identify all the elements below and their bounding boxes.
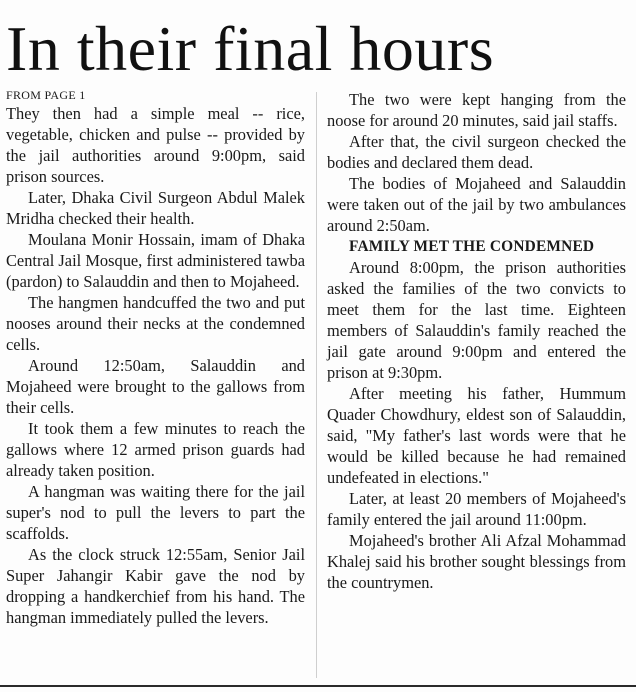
paragraph: Later, at least 20 members of Mojaheed's family entered the jail around 11:00pm. xyxy=(327,489,626,529)
paragraph: It took them a few minutes to reach the gallows where 12 armed prison guards had already taken position. xyxy=(6,419,305,480)
paragraph: Mojaheed's brother Ali Afzal Mohammad Khalej said his brother sought blessings from the countrymen. xyxy=(327,531,626,592)
headline: In their final hours xyxy=(6,13,495,84)
paragraph: The two were kept hanging from the noose for around 20 minutes, said jail staffs. xyxy=(327,90,626,130)
section-subhead: FAMILY MET THE CONDEMNED xyxy=(349,238,595,255)
paragraph: Around 12:50am, Salauddin and Mojaheed were brought to the gallows from their cells. xyxy=(6,356,305,417)
paragraph: They then had a simple meal -- rice, vegetable, chicken and pulse -- provided by the jail authorities around 9:00pm, said prison sources. xyxy=(6,104,305,186)
paragraph: After meeting his father, Hummum Quader Chowdhury, eldest son of Salauddin, said, "My father's last words were that he would be killed because he had remained undefeated in elections." xyxy=(327,384,626,487)
paragraph: A hangman was waiting there for the jail super's nod to pull the levers to part the scaffolds. xyxy=(6,482,305,543)
bottom-rule xyxy=(0,685,636,687)
continuation-kicker: FROM PAGE 1 xyxy=(6,88,86,102)
column-divider xyxy=(316,92,317,678)
paragraph: The hangmen handcuffed the two and put nooses around their necks at the condemned cells. xyxy=(6,293,305,354)
paragraph: As the clock struck 12:55am, Senior Jail Super Jahangir Kabir gave the nod by dropping a handkerchief from his hand. The hangman immediately pulled the levers. xyxy=(6,545,305,627)
right-column xyxy=(327,89,626,593)
paragraph: After that, the civil surgeon checked the bodies and declared them dead. xyxy=(327,132,626,172)
paragraph: Around 8:00pm, the prison authorities asked the families of the two convicts to meet them for the last time. Eighteen members of Salauddin's family reached the jail gate around 9:00pm and entered the prison at 9:30pm. xyxy=(327,258,626,382)
paragraph: Later, Dhaka Civil Surgeon Abdul Malek Mridha checked their health. xyxy=(6,188,305,228)
paragraph: The bodies of Mojaheed and Salauddin were taken out of the jail by two ambulances around 2:50am. xyxy=(327,174,626,235)
paragraph: Moulana Monir Hossain, imam of Dhaka Central Jail Mosque, first administered tawba (pardon) to Salauddin and then to Mojaheed. xyxy=(6,230,305,291)
left-column xyxy=(6,103,305,628)
